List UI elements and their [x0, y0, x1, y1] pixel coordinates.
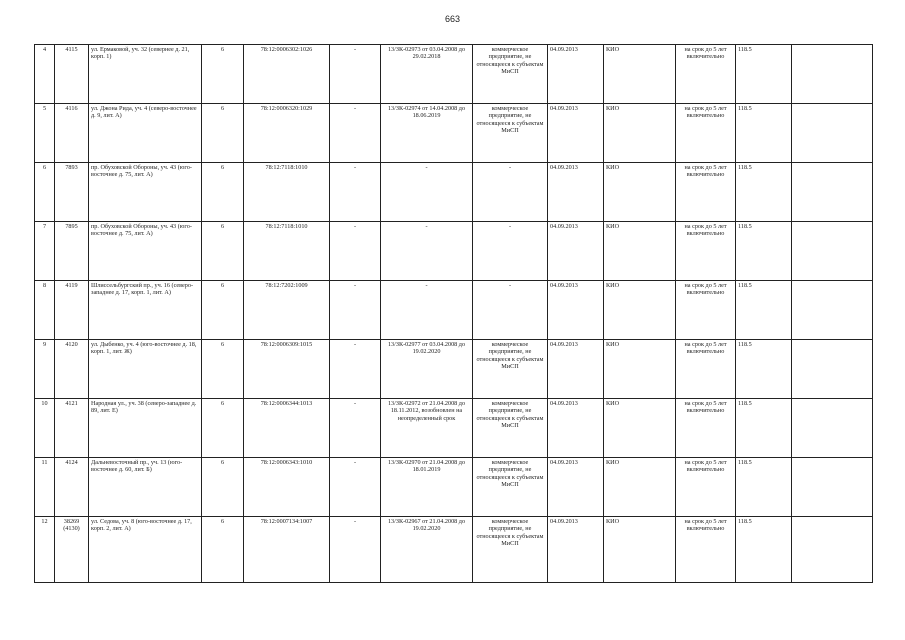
term-cell: на срок до 5 лет включительно	[676, 163, 736, 222]
row-number-cell: 7	[35, 222, 55, 281]
object-id-cell: 38269 (4130)	[55, 517, 89, 583]
empty-cell	[792, 163, 873, 222]
code-cell: 118.5	[736, 45, 792, 104]
table-row	[35, 340, 873, 399]
empty-cell	[792, 399, 873, 458]
cadastral-number-cell: 78:12:7202:1009	[244, 281, 330, 340]
table-row	[35, 163, 873, 222]
cadastral-number-cell: 78:12:7118:1010	[244, 222, 330, 281]
dash-cell: -	[330, 458, 381, 517]
cadastral-number-cell: 78:12:0006320:1029	[244, 104, 330, 163]
row-number-cell: 10	[35, 399, 55, 458]
dash-cell: -	[330, 222, 381, 281]
cadastral-number-cell: 78:12:0006344:1013	[244, 399, 330, 458]
empty-cell	[792, 458, 873, 517]
address-cell: пр. Обуховской Обороны, уч. 43 (юго-восточнее д. 75, лит. А)	[89, 222, 202, 281]
row-number-cell: 8	[35, 281, 55, 340]
area-cell: 6	[202, 45, 244, 104]
empty-cell	[792, 281, 873, 340]
page-number: 663	[444, 14, 461, 24]
object-id-cell: 7895	[55, 222, 89, 281]
row-number-cell: 5	[35, 104, 55, 163]
committee-cell: КИО	[604, 104, 676, 163]
contract-cell: -	[381, 222, 473, 281]
row-number-cell: 6	[35, 163, 55, 222]
committee-cell: КИО	[604, 163, 676, 222]
code-cell: 118.5	[736, 458, 792, 517]
term-cell: на срок до 5 лет включительно	[676, 281, 736, 340]
empty-cell	[792, 222, 873, 281]
cadastral-number-cell: 78:12:0007134:1007	[244, 517, 330, 583]
row-number-cell: 9	[35, 340, 55, 399]
row-number-cell: 4	[35, 45, 55, 104]
contract-cell: 13/ЗК-02970 от 21.04.2008 до 18.01.2019	[381, 458, 473, 517]
tenant-type-cell: коммерческое предприятие, не относящееся к субъектам МиСП	[473, 517, 548, 583]
area-cell: 6	[202, 222, 244, 281]
area-cell: 6	[202, 399, 244, 458]
date-cell: 04.09.2013	[548, 517, 604, 583]
land-plots-table	[34, 44, 873, 583]
tenant-type-cell: коммерческое предприятие, не относящееся к субъектам МиСП	[473, 399, 548, 458]
object-id-cell: 4119	[55, 281, 89, 340]
empty-cell	[792, 517, 873, 583]
date-cell: 04.09.2013	[548, 104, 604, 163]
object-id-cell: 4115	[55, 45, 89, 104]
tenant-type-cell: -	[473, 163, 548, 222]
date-cell: 04.09.2013	[548, 458, 604, 517]
table-row	[35, 458, 873, 517]
contract-cell: -	[381, 281, 473, 340]
contract-cell: 13/ЗК-02972 от 21.04.2008 до 18.11.2012, возобновлен на неопределенный срок	[381, 399, 473, 458]
table-body	[35, 45, 873, 583]
empty-cell	[792, 340, 873, 399]
area-cell: 6	[202, 163, 244, 222]
date-cell: 04.09.2013	[548, 340, 604, 399]
row-number-cell: 11	[35, 458, 55, 517]
code-cell: 118.5	[736, 281, 792, 340]
date-cell: 04.09.2013	[548, 222, 604, 281]
table-row	[35, 517, 873, 583]
area-cell: 6	[202, 517, 244, 583]
term-cell: на срок до 5 лет включительно	[676, 458, 736, 517]
committee-cell: КИО	[604, 45, 676, 104]
address-cell: ул. Дыбенко, уч. 4 (юго-восточнее д. 18, корп. 1, лит. Ж)	[89, 340, 202, 399]
table-row	[35, 399, 873, 458]
code-cell: 118.5	[736, 517, 792, 583]
address-cell: ул. Джона Рида, уч. 4 (северо-восточнее д. 9, лит. А)	[89, 104, 202, 163]
object-id-cell: 4120	[55, 340, 89, 399]
empty-cell	[792, 45, 873, 104]
empty-cell	[792, 104, 873, 163]
term-cell: на срок до 5 лет включительно	[676, 399, 736, 458]
table-row	[35, 104, 873, 163]
code-cell: 118.5	[736, 340, 792, 399]
dash-cell: -	[330, 163, 381, 222]
contract-cell: -	[381, 163, 473, 222]
date-cell: 04.09.2013	[548, 163, 604, 222]
committee-cell: КИО	[604, 281, 676, 340]
tenant-type-cell: коммерческое предприятие, не относящееся к субъектам МиСП	[473, 104, 548, 163]
committee-cell: КИО	[604, 222, 676, 281]
cadastral-number-cell: 78:12:0006343:1010	[244, 458, 330, 517]
dash-cell: -	[330, 104, 381, 163]
dash-cell: -	[330, 517, 381, 583]
term-cell: на срок до 5 лет включительно	[676, 340, 736, 399]
area-cell: 6	[202, 458, 244, 517]
address-cell: Народная ул., уч. 38 (северо-западнее д. 89, лит. Е)	[89, 399, 202, 458]
committee-cell: КИО	[604, 340, 676, 399]
dash-cell: -	[330, 399, 381, 458]
tenant-type-cell: коммерческое предприятие, не относящееся к субъектам МиСП	[473, 340, 548, 399]
contract-cell: 13/ЗК-02974 от 14.04.2008 до 18.06.2019	[381, 104, 473, 163]
tenant-type-cell: коммерческое предприятие, не относящееся к субъектам МиСП	[473, 458, 548, 517]
term-cell: на срок до 5 лет включительно	[676, 517, 736, 583]
dash-cell: -	[330, 45, 381, 104]
code-cell: 118.5	[736, 399, 792, 458]
term-cell: на срок до 5 лет включительно	[676, 222, 736, 281]
date-cell: 04.09.2013	[548, 399, 604, 458]
area-cell: 6	[202, 340, 244, 399]
object-id-cell: 4121	[55, 399, 89, 458]
tenant-type-cell: коммерческое предприятие, не относящееся к субъектам МиСП	[473, 45, 548, 104]
area-cell: 6	[202, 281, 244, 340]
cadastral-number-cell: 78:12:7118:1010	[244, 163, 330, 222]
dash-cell: -	[330, 281, 381, 340]
contract-cell: 13/ЗК-02973 от 03.04.2008 до 29.02.2018	[381, 45, 473, 104]
code-cell: 118.5	[736, 222, 792, 281]
area-cell: 6	[202, 104, 244, 163]
dash-cell: -	[330, 340, 381, 399]
object-id-cell: 7893	[55, 163, 89, 222]
committee-cell: КИО	[604, 517, 676, 583]
cadastral-number-cell: 78:12:0006309:1015	[244, 340, 330, 399]
date-cell: 04.09.2013	[548, 281, 604, 340]
contract-cell: 13/ЗК-02977 от 03.04.2008 до 19.02.2020	[381, 340, 473, 399]
tenant-type-cell: -	[473, 222, 548, 281]
address-cell: Шлиссельбургский пр., уч. 16 (северо-западнее д. 17, корп. 1, лит. А)	[89, 281, 202, 340]
date-cell: 04.09.2013	[548, 45, 604, 104]
code-cell: 118.5	[736, 163, 792, 222]
address-cell: Дальневосточный пр., уч. 13 (юго-восточнее д. 60, лит. Б)	[89, 458, 202, 517]
term-cell: на срок до 5 лет включительно	[676, 45, 736, 104]
table-row	[35, 45, 873, 104]
object-id-cell: 4124	[55, 458, 89, 517]
row-number-cell: 12	[35, 517, 55, 583]
address-cell: пр. Обуховской Обороны, уч. 43 (юго-восточнее д. 75, лит. А)	[89, 163, 202, 222]
tenant-type-cell: -	[473, 281, 548, 340]
address-cell: ул. Ермаковой, уч. 32 (севернее д. 21, корп. 1)	[89, 45, 202, 104]
committee-cell: КИО	[604, 458, 676, 517]
table-row	[35, 222, 873, 281]
address-cell: ул. Седова, уч. 8 (юго-восточнее д. 17, корп. 2, лит. А)	[89, 517, 202, 583]
code-cell: 118.5	[736, 104, 792, 163]
object-id-cell: 4116	[55, 104, 89, 163]
term-cell: на срок до 5 лет включительно	[676, 104, 736, 163]
contract-cell: 13/ЗК-02967 от 21.04.2008 до 19.02.2020	[381, 517, 473, 583]
table-row	[35, 281, 873, 340]
committee-cell: КИО	[604, 399, 676, 458]
cadastral-number-cell: 78:12:0006302:1026	[244, 45, 330, 104]
